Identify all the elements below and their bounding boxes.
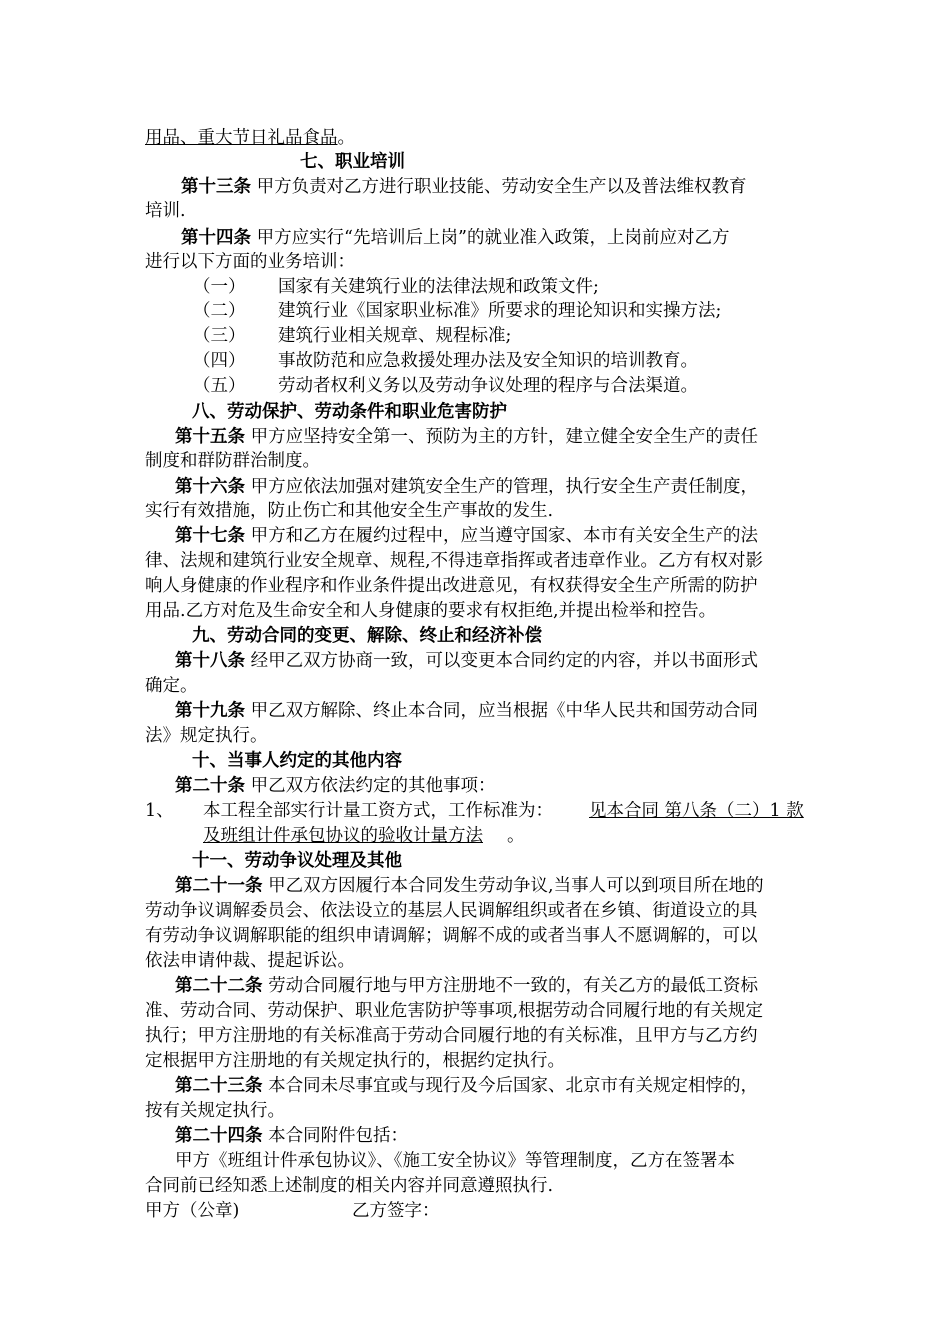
article-23 xyxy=(175,1074,855,1098)
article-title: 第二十三条 xyxy=(175,1076,263,1096)
text-line: 制度和群防群治制度。 xyxy=(145,451,320,471)
party-a-seal-label: 甲方（公章) xyxy=(145,1201,240,1221)
section-heading-11 xyxy=(145,849,825,873)
list-item xyxy=(145,275,825,299)
text-line: 用品.乙方对危及生命安全和人身健康的要求有权拒绝,并提出检举和控告。 xyxy=(145,601,717,621)
article-text: 甲方应依法加强对建筑安全生产的管理，执行安全生产责任制度， xyxy=(245,477,759,497)
text-line: 依法申请仲裁、提起诉讼。 xyxy=(145,951,355,971)
text-line xyxy=(145,126,825,150)
article-14 xyxy=(181,226,861,250)
article-24 xyxy=(175,1124,855,1148)
article-21 xyxy=(175,874,855,898)
text-line: 执行；甲方注册地的有关标准高于劳动合同履行地的有关标准，且甲方与乙方约 xyxy=(145,1026,758,1046)
text-line: 进行以下方面的业务培训： xyxy=(145,252,355,272)
article-17 xyxy=(175,524,855,548)
article-title: 第二十四条 xyxy=(175,1126,263,1146)
item-text: 本工程全部实行计量工资方式，工作标准为： xyxy=(203,801,553,821)
text-line: 律、法规和建筑行业安全规章、规程,不得违章指挥或者违章作业。乙方有权对影 xyxy=(145,551,764,571)
heading-text: 九、劳动合同的变更、解除、终止和经济补偿 xyxy=(192,626,542,646)
article-22 xyxy=(175,974,855,998)
section-heading-8 xyxy=(145,400,825,424)
punctuation: 。 xyxy=(337,128,355,148)
article-text: 经甲乙双方协商一致，可以变更本合同约定的内容，并以书面形式 xyxy=(245,651,759,671)
text-line: 定根据甲方注册地的有关规定执行的，根据约定执行。 xyxy=(145,1051,565,1071)
section-heading-7 xyxy=(145,150,825,174)
text-line: 甲方《班组计件承包协议》、《施工安全协议》等管理制度，乙方在签署本 xyxy=(175,1151,735,1171)
article-18 xyxy=(175,649,855,673)
text-line: 准、劳动合同、劳动保护、职业危害防护等事项,根据劳动合同履行地的有关规定 xyxy=(145,1001,764,1021)
article-text: 甲方和乙方在履约过程中，应当遵守国家、本市有关安全生产的法 xyxy=(245,526,759,546)
article-title: 第十七条 xyxy=(175,526,245,546)
underlined-text: 及班组计件承包协议的验收计量方法 xyxy=(203,826,483,846)
article-text: 本合同附件包括： xyxy=(262,1126,409,1146)
article-20 xyxy=(175,774,855,798)
text-line: 实行有效措施，防止伤亡和其他安全生产事故的发生. xyxy=(145,501,554,521)
text-line: 按有关规定执行。 xyxy=(145,1101,285,1121)
article-text: 甲方负责对乙方进行职业技能、劳动安全生产以及普法维权教育 xyxy=(251,177,747,197)
article-15 xyxy=(175,425,855,449)
list-number: （四） xyxy=(193,351,246,371)
text-line: 合同前已经知悉上述制度的相关内容并同意遵照执行. xyxy=(145,1176,554,1196)
list-item xyxy=(145,349,825,373)
numbered-item xyxy=(145,799,825,823)
text-line: 法》规定执行。 xyxy=(145,726,268,746)
list-number: （二） xyxy=(193,301,246,321)
article-title: 第二十一条 xyxy=(175,876,263,896)
text-line: 培训. xyxy=(145,201,186,221)
heading-text: 八、劳动保护、劳动条件和职业危害防护 xyxy=(192,402,507,422)
article-16 xyxy=(175,475,855,499)
article-text: 甲乙双方依法约定的其他事项： xyxy=(245,776,496,796)
list-item xyxy=(145,299,825,323)
article-title: 第十五条 xyxy=(175,427,245,447)
item-number: 1、 xyxy=(145,801,174,821)
list-item xyxy=(145,374,825,398)
text-line: 确定。 xyxy=(145,676,198,696)
text-line: 有劳动争议调解职能的组织申请调解；调解不成的或者当事人不愿调解的，可以 xyxy=(145,926,758,946)
list-text: 建筑行业相关规章、规程标准; xyxy=(278,326,512,346)
punctuation: 。 xyxy=(507,826,525,846)
section-heading-10 xyxy=(145,749,825,773)
article-title: 第十九条 xyxy=(175,701,245,721)
article-title: 第二十条 xyxy=(175,776,245,796)
article-title: 第十三条 xyxy=(181,177,251,197)
underlined-text: 见本合同 第八条（二）1 款 xyxy=(589,801,804,821)
article-title: 第十六条 xyxy=(175,477,245,497)
heading-text: 七、职业培训 xyxy=(300,152,405,172)
article-title: 第二十二条 xyxy=(175,976,263,996)
text-line xyxy=(145,824,825,848)
signature-line xyxy=(145,1199,825,1223)
section-heading-9 xyxy=(145,624,825,648)
list-number: （三） xyxy=(193,326,246,346)
article-text: 甲乙双方因履行本合同发生劳动争议,当事人可以到项目所在地的 xyxy=(262,876,764,896)
underlined-text: 用品、重大节日礼品食品 xyxy=(145,128,338,148)
text-line: 响人身健康的作业程序和作业条件提出改进意见，有权获得安全生产所需的防护 xyxy=(145,576,758,596)
list-text: 劳动者权利义务以及劳动争议处理的程序与合法渠道。 xyxy=(278,376,698,396)
list-item xyxy=(145,324,825,348)
article-text: 本合同未尽事宜或与现行及今后国家、北京市有关规定相悖的， xyxy=(262,1076,759,1096)
list-number: （五） xyxy=(193,376,246,396)
list-text: 国家有关建筑行业的法律法规和政策文件; xyxy=(278,277,599,297)
text-line: 劳动争议调解委员会、依法设立的基层人民调解组织或者在乡镇、街道设立的具 xyxy=(145,901,758,921)
article-13 xyxy=(181,175,861,199)
heading-text: 十、当事人约定的其他内容 xyxy=(192,751,402,771)
list-number: （一） xyxy=(193,277,246,297)
article-title: 第十八条 xyxy=(175,651,245,671)
heading-text: 十一、劳动争议处理及其他 xyxy=(192,851,402,871)
article-19 xyxy=(175,699,855,723)
article-text: 劳动合同履行地与甲方注册地不一致的，有关乙方的最低工资标 xyxy=(262,976,759,996)
article-text: 甲乙双方解除、终止本合同，应当根据《中华人民共和国劳动合同 xyxy=(245,701,759,721)
article-title: 第十四条 xyxy=(181,228,251,248)
article-text: 甲方应坚持安全第一、预防为主的方针，建立健全安全生产的责任 xyxy=(245,427,759,447)
list-text: 事故防范和应急救援处理办法及安全知识的培训教育。 xyxy=(278,351,698,371)
party-b-signature-label: 乙方签字： xyxy=(352,1201,440,1221)
list-text: 建筑行业《国家职业标准》所要求的理论知识和实操方法; xyxy=(278,301,722,321)
article-text: 甲方应实行“先培训后上岗”的就业准入政策，上岗前应对乙方 xyxy=(251,228,730,248)
